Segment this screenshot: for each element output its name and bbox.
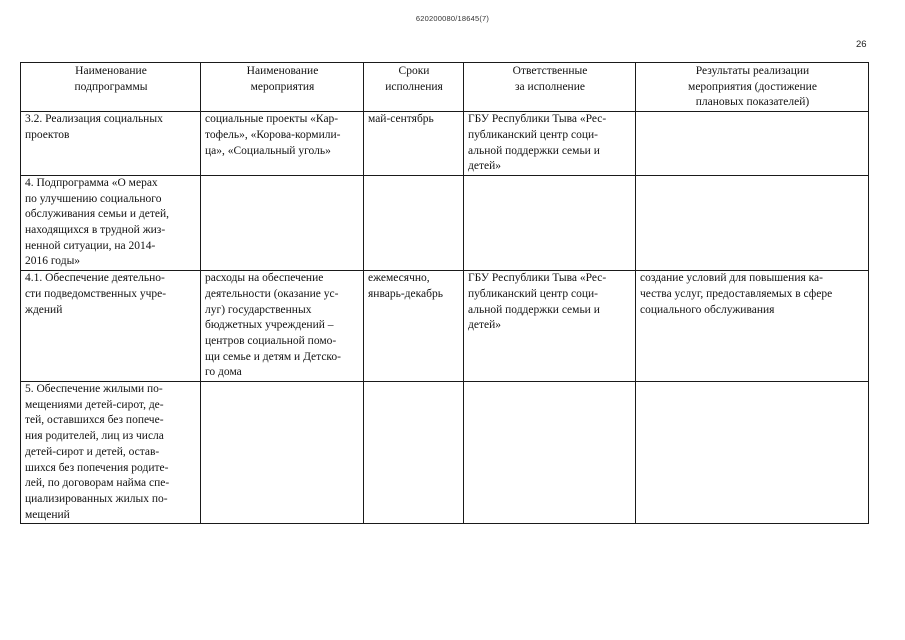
table-cell: 3.2. Реализация социальных проектов [21, 112, 201, 176]
table-cell: расходы на обеспечение деятельности (оказание ус- луг) государственных бюджетных учреждений – центров социальной помо- щи семье и детям и Детско- го дома [201, 271, 364, 382]
table-cell: ГБУ Республики Тыва «Рес- публиканский центр соци- альной поддержки семьи и детей» [464, 112, 636, 176]
table-cell [636, 112, 869, 176]
table-cell [201, 382, 364, 524]
table-cell [464, 382, 636, 524]
table-cell [364, 175, 464, 270]
table-cell [636, 382, 869, 524]
header-subprogram-name: Наименование подпрограммы [21, 63, 201, 112]
table-header-row [21, 63, 869, 112]
table-cell: 4.1. Обеспечение деятельно- сти подведомственных учре- ждений [21, 271, 201, 382]
table-cell [201, 175, 364, 270]
table-cell: создание условий для повышения ка- чества услуг, предоставляемых в сфере социального обслуживания [636, 271, 869, 382]
table-cell: ежемесячно, январь-декабрь [364, 271, 464, 382]
table-row [21, 175, 869, 270]
table-cell: социальные проекты «Кар- тофель», «Корова-кормили- ца», «Социальный уголь» [201, 112, 364, 176]
header-responsible: Ответственные за исполнение [464, 63, 636, 112]
table-cell [464, 175, 636, 270]
header-results: Результаты реализации мероприятия (достижение плановых показателей) [636, 63, 869, 112]
page-number: 26 [856, 39, 867, 50]
table-row [21, 271, 869, 382]
document-code: 620200080/18645(7) [415, 14, 490, 23]
program-table [20, 62, 869, 524]
table-cell [364, 382, 464, 524]
header-activity-name: Наименование мероприятия [201, 63, 364, 112]
table-cell: май-сентябрь [364, 112, 464, 176]
header-deadlines: Сроки исполнения [364, 63, 464, 112]
table-row [21, 382, 869, 524]
table-row [21, 112, 869, 176]
table-cell: ГБУ Республики Тыва «Рес- публиканский центр соци- альной поддержки семьи и детей» [464, 271, 636, 382]
table-cell [636, 175, 869, 270]
table-cell: 4. Подпрограмма «О мерах по улучшению социального обслуживания семьи и детей, находящихся в трудной жиз- ненной ситуации, на 2014- 2016 годы» [21, 175, 201, 270]
table-cell: 5. Обеспечение жилыми по- мещениями детей-сирот, де- тей, оставшихся без попече- ния родителей, лиц из числа детей-сирот и детей, остав- шихся без попечения родите- лей, по договорам найма спе- циализированных жилых по- мещений [21, 382, 201, 524]
